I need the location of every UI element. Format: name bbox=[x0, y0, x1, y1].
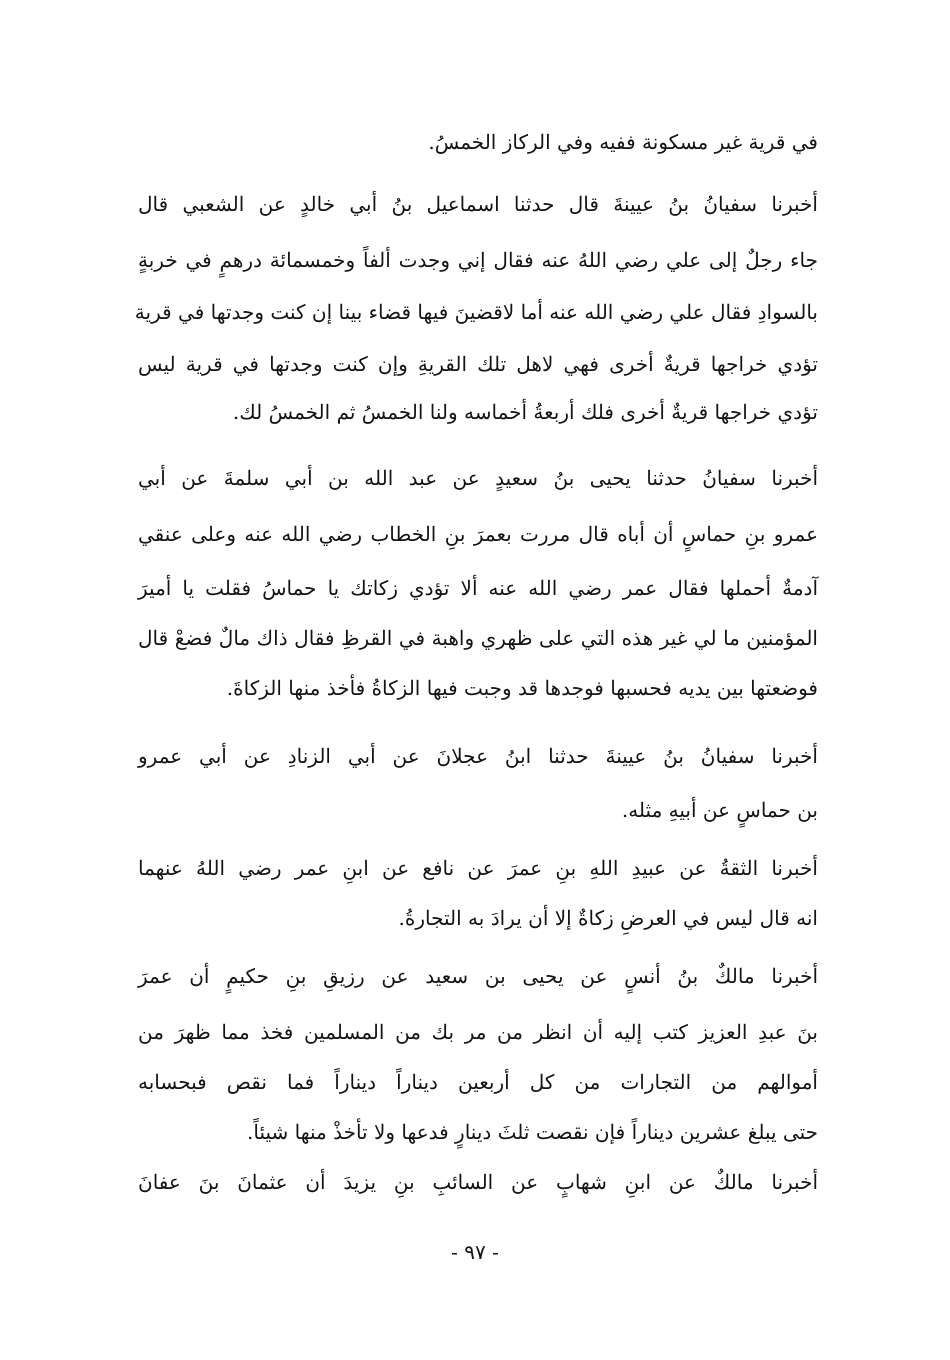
paragraph-line: أخبرنا مالكٌ بنُ أنسٍ عن يحيى بن سعيد عن رزيقِ بنِ حكيمٍ أن عمرَ bbox=[138, 964, 818, 988]
paragraph-line: أموالهم من التجارات من كل أربعين ديناراً ديناراً فما نقص فبحسابه bbox=[138, 1070, 818, 1094]
paragraph-line: أخبرنا سفيانُ بنُ عيينةَ حدثنا ابنُ عجلانَ عن أبي الزنادِ عن أبي عمرو bbox=[138, 744, 818, 768]
page-number: - ٩٧ - bbox=[451, 1240, 499, 1264]
paragraph-line: بنَ عبدِ العزيز كتب إليه أن انظر من مر بك من المسلمين فخذ مما ظهرَ من bbox=[138, 1020, 818, 1044]
paragraph-line: أخبرنا سفيانُ حدثنا يحيى بنُ سعيدٍ عن عبد الله بن أبي سلمةَ عن أبي bbox=[138, 466, 818, 490]
paragraph-line: أخبرنا سفيانُ بنُ عيينةَ قال حدثنا اسماعيل بنُ أبي خالدٍ عن الشعبي قال bbox=[138, 192, 818, 216]
paragraph-line: المؤمنين ما لي غير هذه التي على ظهري واهبة في القرظِ فقال ذاك مالٌ فضعْ قال bbox=[138, 626, 818, 650]
paragraph-line: أخبرنا مالكٌ عن ابنِ شهابٍ عن السائبِ بنِ يزيدَ أن عثمانَ بنَ عفانَ bbox=[138, 1170, 818, 1194]
paragraph-line: آدمةٌ أحملها فقال عمر رضي الله عنه ألا تؤدي زكاتك يا حماسُ فقلت يا أميرَ bbox=[138, 576, 818, 600]
paragraph-line: عمرو بنِ حماسٍ أن أباه قال مررت بعمرَ بنِ الخطاب رضي الله عنه وعلى عنقي bbox=[138, 522, 818, 546]
paragraph-line: تؤدي خراجها قريةٌ أخرى فهي لاهل تلك القريةِ وإن كنت وجدتها في قرية ليس bbox=[138, 352, 818, 376]
paragraph-line: جاء رجلٌ إلى علي رضي اللهُ عنه فقال إني وجدت ألفاً وخمسمائة درهمٍ في خربةٍ bbox=[138, 248, 818, 272]
paragraph-line: أخبرنا الثقةُ عن عبيدِ اللهِ بنِ عمرَ عن نافع عن ابنِ عمر رضي اللهُ عنهما bbox=[138, 856, 818, 880]
text-line: في قرية غير مسكونة ففيه وفي الركاز الخمسُ. bbox=[428, 130, 818, 154]
paragraph-line: انه قال ليس في العرضِ زكاةٌ إلا أن يرادَ به التجارةُ. bbox=[398, 906, 818, 930]
paragraph-line: بن حماسٍ عن أبيهِ مثله. bbox=[621, 798, 818, 822]
paragraph-line: حتى يبلغ عشرين ديناراً فإن نقصت ثلثَ دينارٍ فدعها ولا تأخذْ منها شيئاً. bbox=[247, 1120, 818, 1144]
paragraph-line: فوضعتها بين يديه فحسبها فوجدها قد وجبت فيها الزكاةُ فأخذ منها الزكاةَ. bbox=[226, 676, 818, 700]
paragraph-line: تؤدي خراجها قريةٌ أخرى فلك أربعةُ أخماسه ولنا الخمسُ ثم الخمسُ لك. bbox=[232, 400, 818, 424]
paragraph-line: بالسوادِ فقال علي رضي الله عنه أما لاقضينَ فيها قضاء بينا إن كنت وجدتها في قرية bbox=[134, 300, 818, 324]
